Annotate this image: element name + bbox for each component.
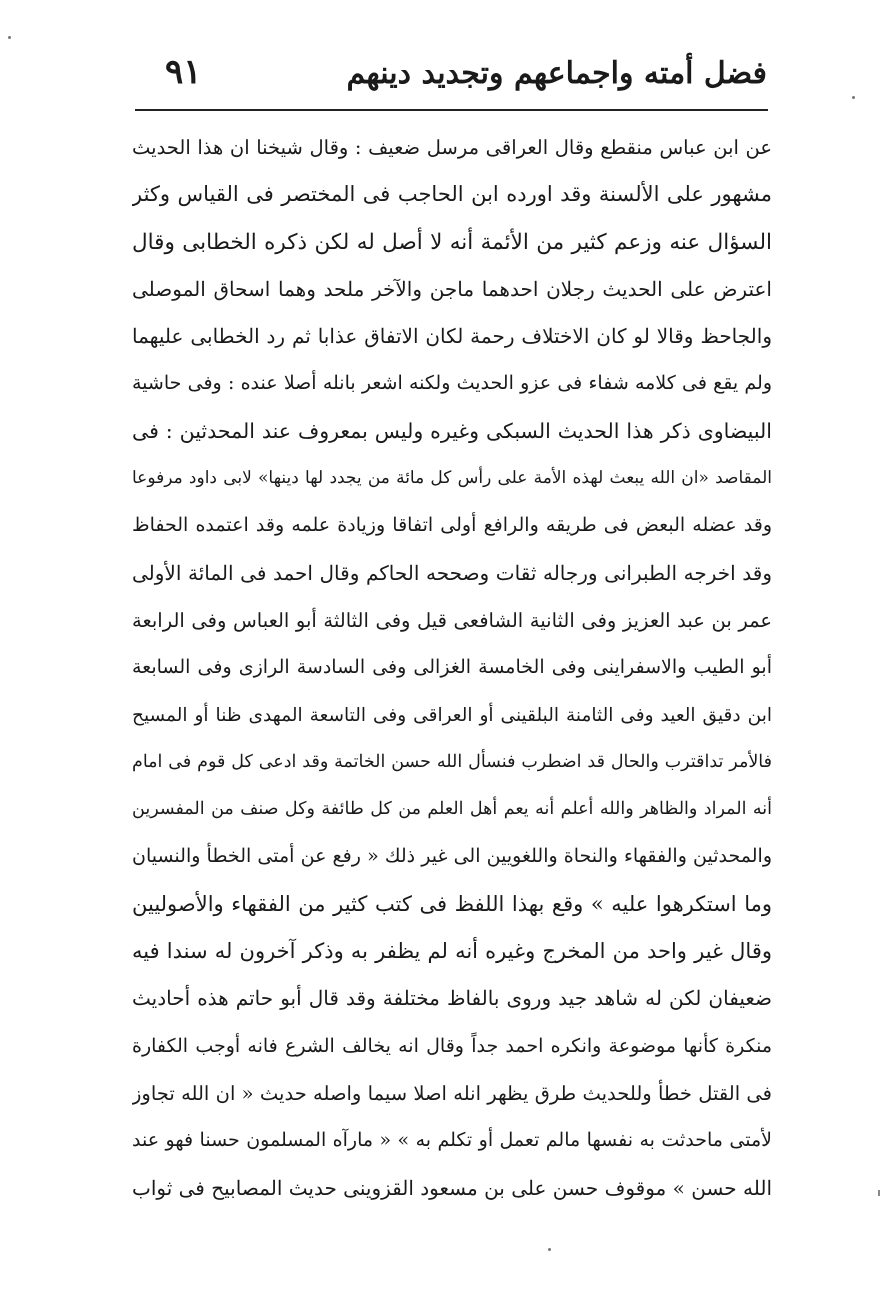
text-line: عن ابن عباس منقطع وقال العراقى مرسل ضعيف : وقال شيخنا ان هذا الحديث (132, 136, 772, 159)
running-title: فضل أمته واجماعهم وتجديد دينهم (346, 56, 767, 91)
text-line: اعترض على الحديث رجلان احدهما ماجن والآخر ملحد وهما اسحاق الموصلى (132, 276, 772, 301)
text-line: فالأمر تداقترب والحال قد اضطرب فنسأل الله حسن الخاتمة وقد ادعى كل قوم فى امام (132, 751, 772, 772)
text-line: ولم يقع فى كلامه شفاء فى عزو الحديث ولكنه اشعر بانله أصلا عنده : وفى حاشية (132, 372, 772, 395)
text-line: الله حسن » موقوف حسن على بن مسعود القزوينى حديث المصابيح فى ثواب (132, 1175, 772, 1200)
scan-speck (878, 1190, 880, 1196)
scan-speck (548, 1248, 551, 1251)
text-line: المقاصد «ان الله يبعث لهذه الأمة على رأس كل مائة من يجدد لها دينها» لابى داود مرفوعا (132, 468, 772, 489)
text-line: مشهور على الألسنة وقد اورده ابن الحاجب فى المختصر فى القياس وكثر (132, 182, 772, 207)
text-line: أنه المراد والظاهر والله أعلم أنه يعم أهل العلم من كل طائفة وكل صنف من المفسرين (132, 799, 772, 820)
scan-speck (8, 36, 11, 39)
text-line: والمحدثين والفقهاء والنحاة واللغويين الى غير ذلك « رفع عن أمتى الخطأ والنسيان (132, 845, 772, 868)
text-line: لأمتى ماحدثت به نفسها مالم تعمل أو تكلم به » « مارآه المسلمون حسنا فهو عند (132, 1129, 772, 1152)
text-line: عمر بن عبد العزيز وفى الثانية الشافعى قيل وفى الثالثة أبو العباس وفى الرابعة (132, 608, 772, 632)
text-line: البيضاوى ذكر هذا الحديث السبكى وغيره وليس بمعروف عند المحدثين : فى (132, 418, 772, 443)
body-text (132, 124, 772, 1212)
text-line: منكرة كأنها موضوعة وانكره احمد جداً وقال انه يخالف الشرع فانه أوجب الكفارة (132, 1034, 772, 1057)
text-line: وقد اخرجه الطبرانى ورجاله ثقات وصححه الحاكم وقال احمد فى المائة الأولى (132, 560, 772, 585)
text-line: والجاحظ وقالا لو كان الاختلاف رحمة لكان الاتفاق عذابا ثم رد الخطابى عليهما (132, 324, 772, 349)
text-line: أبو الطيب والاسفراينى وفى الخامسة الغزالى وفى السادسة الرازى وفى السابعة (132, 656, 772, 679)
header-rule (135, 109, 768, 111)
scan-speck (852, 96, 855, 99)
text-line: وقال غير واحد من المخرج وغيره أنه لم يظفر به وذكر آخرون له سندا فيه (132, 939, 772, 964)
text-line: ابن دقيق العيد وفى الثامنة البلقينى أو العراقى وفى التاسعة المهدى ظنا أو المسيح (132, 704, 772, 726)
page-number: ٩١ (165, 52, 202, 92)
text-line: السؤال عنه وزعم كثير من الأئمة أنه لا أصل له لكن ذكره الخطابى وقال (132, 229, 772, 255)
page-header (135, 52, 767, 102)
text-line: فى القتل خطأ وللحديث طرق يظهر انله اصلا سيما واصله حديث « ان الله تجاوز (132, 1081, 772, 1105)
text-line: ضعيفان لكن له شاهد جيد وروى بالفاظ مختلفة وقد قال أبو حاتم هذه أحاديث (132, 986, 772, 1011)
text-line: وما استكرهوا عليه » وقع بهذا اللفظ فى كتب كثير من الفقهاء والأصوليين (132, 891, 772, 916)
text-line: وقد عضله البعض فى طريقه والرافع أولى اتفاقا وزيادة علمه وقد اعتمده الحفاظ (132, 514, 772, 537)
